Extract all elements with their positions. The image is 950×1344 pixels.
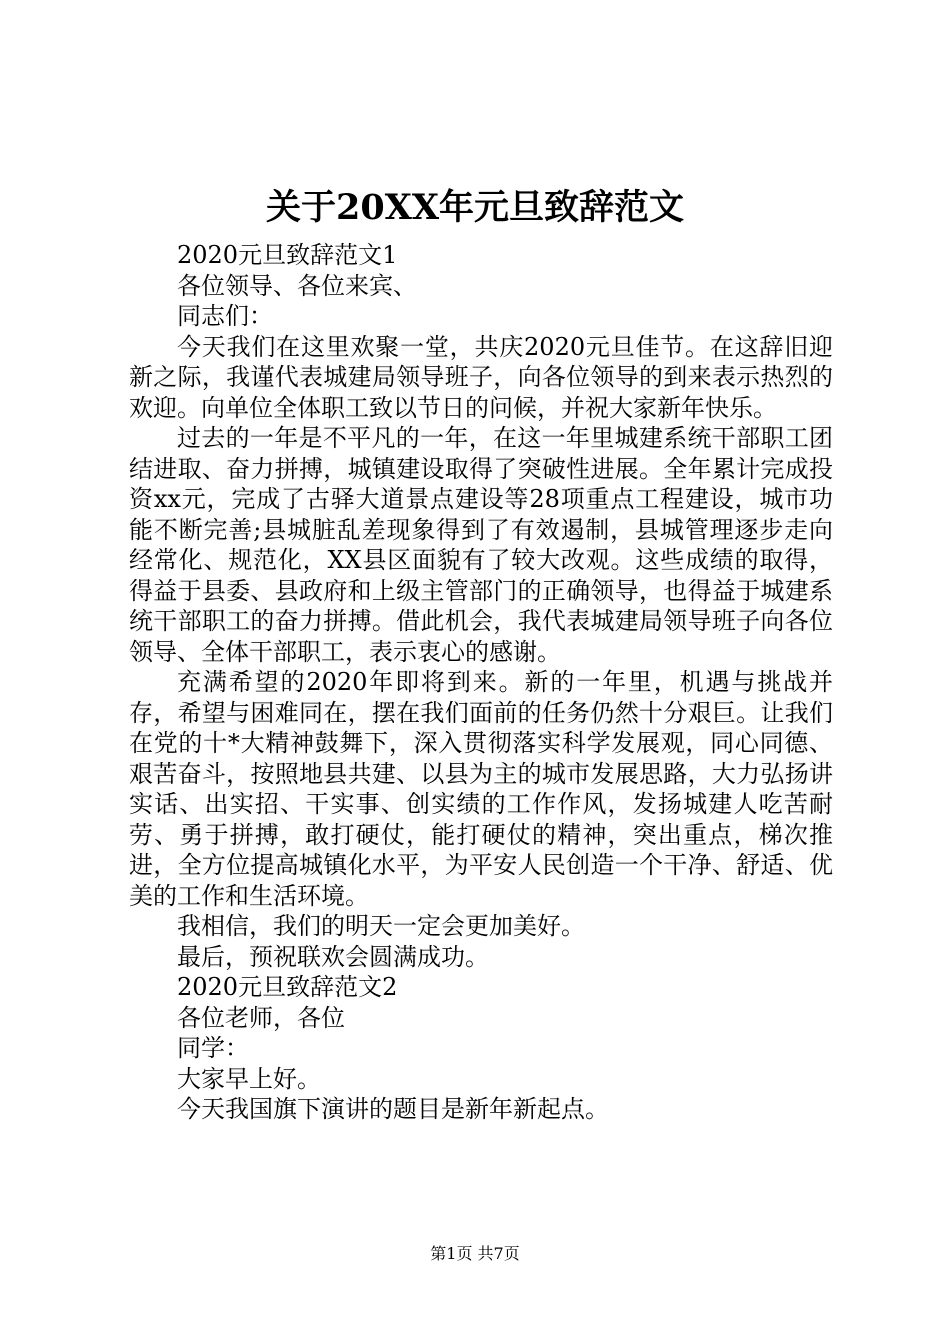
salutation-line: 各位领导、各位来宾、 [177,271,417,300]
page-footer: 第1页 共7页 [430,1244,520,1263]
body-paragraph: 过去的一年是不平凡的一年，在这一年里城建系统干部职工团结进取、奋力拼搏，城镇建设取得了突破性进展。全年累计完成投资xx元，完成了古驿大道景点建设等28项重点工程建设，城市功能不断完善;县城脏乱差现象得到了有效遏制，县城管理逐步走向经常化、规范化，XX县区面貌有了较大改观。这些成绩的取得，得益于县委、县政府和上级主管部门的正确领导，也得益于城建系统干部职工的奋力拼搏。借此机会，我代表城建局领导班子向各位领导、全体干部职工，表示衷心的感谢。 [129,424,833,666]
body-paragraph: 今天我们在这里欢聚一堂，共庆2020元旦佳节。在这辞旧迎新之际，我谨代表城建局领导班子，向各位领导的到来表示热烈的欢迎。向单位全体职工致以节日的问候，并祝大家新年快乐。 [129,332,833,422]
section-heading-1: 2020元旦致辞范文1 [177,241,398,269]
body-line: 大家早上好。 [177,1064,321,1093]
body-line: 今天我国旗下演讲的题目是新年新起点。 [177,1095,609,1123]
section-heading-2: 2020元旦致辞范文2 [177,973,398,1001]
salutation-line: 同学： [177,1034,249,1062]
salutation-line: 同志们： [177,302,273,330]
document-title: 关于20XX年元旦致辞范文 [265,187,685,228]
document-body [129,240,833,1125]
body-line: 我相信，我们的明天一定会更加美好。 [177,912,585,940]
body-paragraph: 充满希望的2020年即将到来。新的一年里，机遇与挑战并存，希望与困难同在，摆在我们面前的任务仍然十分艰巨。让我们在党的十*大精神鼓舞下，深入贯彻落实科学发展观，同心同德、艰苦奋斗，按照地县共建、以县为主的城市发展思路，大力弘扬讲实话、出实招、干实事、创实绩的工作作风，发扬城建人吃苦耐劳、勇于拼搏，敢打硬仗，能打硬仗的精神，突出重点，梯次推进，全方位提高城镇化水平，为平安人民创造一个干净、舒适、优美的工作和生活环境。 [129,668,833,910]
salutation-line: 各位老师，各位 [177,1003,345,1032]
body-line: 最后，预祝联欢会圆满成功。 [177,942,489,971]
